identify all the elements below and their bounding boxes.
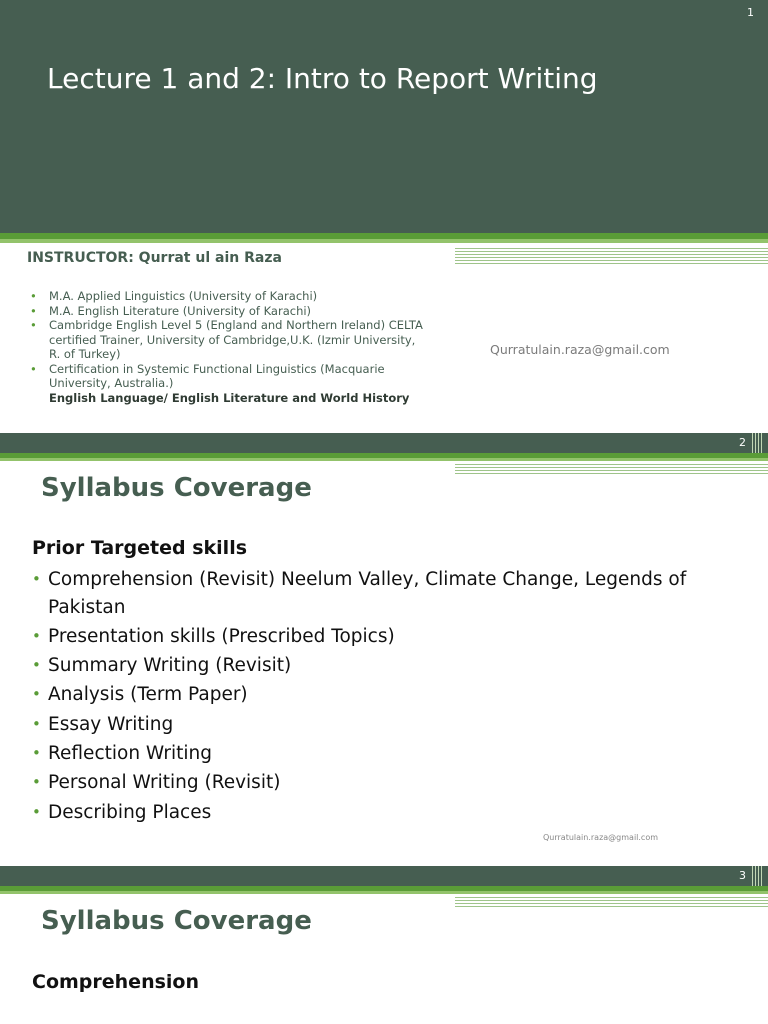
bullet-icon: •	[32, 743, 41, 762]
instructor-email: Qurratulain.raza@gmail.com	[490, 342, 670, 357]
section-subtitle: Prior Targeted skills	[32, 537, 248, 559]
bullet-icon: •	[32, 802, 41, 821]
instructor-heading: INSTRUCTOR: Qurrat ul ain Raza	[27, 250, 282, 266]
slide-number: 2	[739, 436, 746, 449]
bullet-icon: •	[30, 303, 37, 318]
list-item: • M.A. Applied Linguistics (University of Karachi)	[30, 289, 318, 303]
list-item: • Describing Places	[32, 799, 732, 827]
bullet-icon: •	[32, 773, 41, 792]
slide-number: 3	[739, 869, 746, 882]
footer-email: Qurratulain.raza@gmail.com	[543, 833, 659, 842]
list-item: • Analysis (Term Paper)	[32, 681, 732, 709]
bullet-icon: •	[32, 685, 41, 704]
list-item: • Presentation skills (Prescribed Topics)	[32, 623, 732, 651]
slide-2	[0, 433, 768, 866]
list-item: • Comprehension (Revisit) Neelum Valley, Climate Change, Legends of Pakistan	[32, 566, 732, 621]
header-band	[0, 433, 768, 453]
accent-bar-light	[0, 239, 768, 243]
decorative-bars	[752, 866, 766, 888]
bullet-icon: •	[32, 714, 41, 733]
list-item: • Summary Writing (Revisit)	[32, 652, 732, 680]
list-item: • Cambridge English Level 5 (England and Northern Ireland) CELTA certified Trainer, University of Cambridge,U.K. (Izmir University, R. of Turkey)	[30, 318, 423, 361]
list-item: • Certification in Systemic Functional Linguistics (Macquarie University, Australia.) English Language/ English Literature and World History	[30, 361, 410, 405]
bullet-icon: •	[32, 570, 41, 588]
slide-title: Syllabus Coverage	[41, 473, 312, 503]
section-subtitle: Comprehension	[32, 971, 199, 993]
slide-3	[0, 866, 768, 1024]
credential-subline: English Language/ English Literature and World History	[49, 390, 410, 405]
bullet-icon: •	[32, 656, 41, 675]
accent-bar-light	[0, 458, 768, 461]
slide-number: 1	[747, 6, 754, 19]
slide-title: Lecture 1 and 2: Intro to Report Writing	[47, 62, 598, 95]
list-item: • Essay Writing	[32, 711, 732, 739]
bullet-icon: •	[30, 318, 37, 332]
bullet-icon: •	[30, 361, 37, 376]
slide-title: Syllabus Coverage	[41, 906, 312, 936]
list-item: • M.A. English Literature (University of Karachi)	[30, 303, 312, 318]
list-item: • Personal Writing (Revisit)	[32, 769, 732, 797]
accent-bar-light	[0, 891, 768, 894]
header-band	[0, 866, 768, 886]
bullet-icon: •	[32, 626, 41, 645]
slide-1	[0, 0, 768, 433]
bullet-icon: •	[30, 289, 37, 303]
credentials-list	[27, 289, 427, 405]
decorative-bars	[752, 433, 766, 455]
title-band	[0, 0, 768, 233]
skills-list	[32, 566, 732, 828]
list-item: • Reflection Writing	[32, 740, 732, 768]
